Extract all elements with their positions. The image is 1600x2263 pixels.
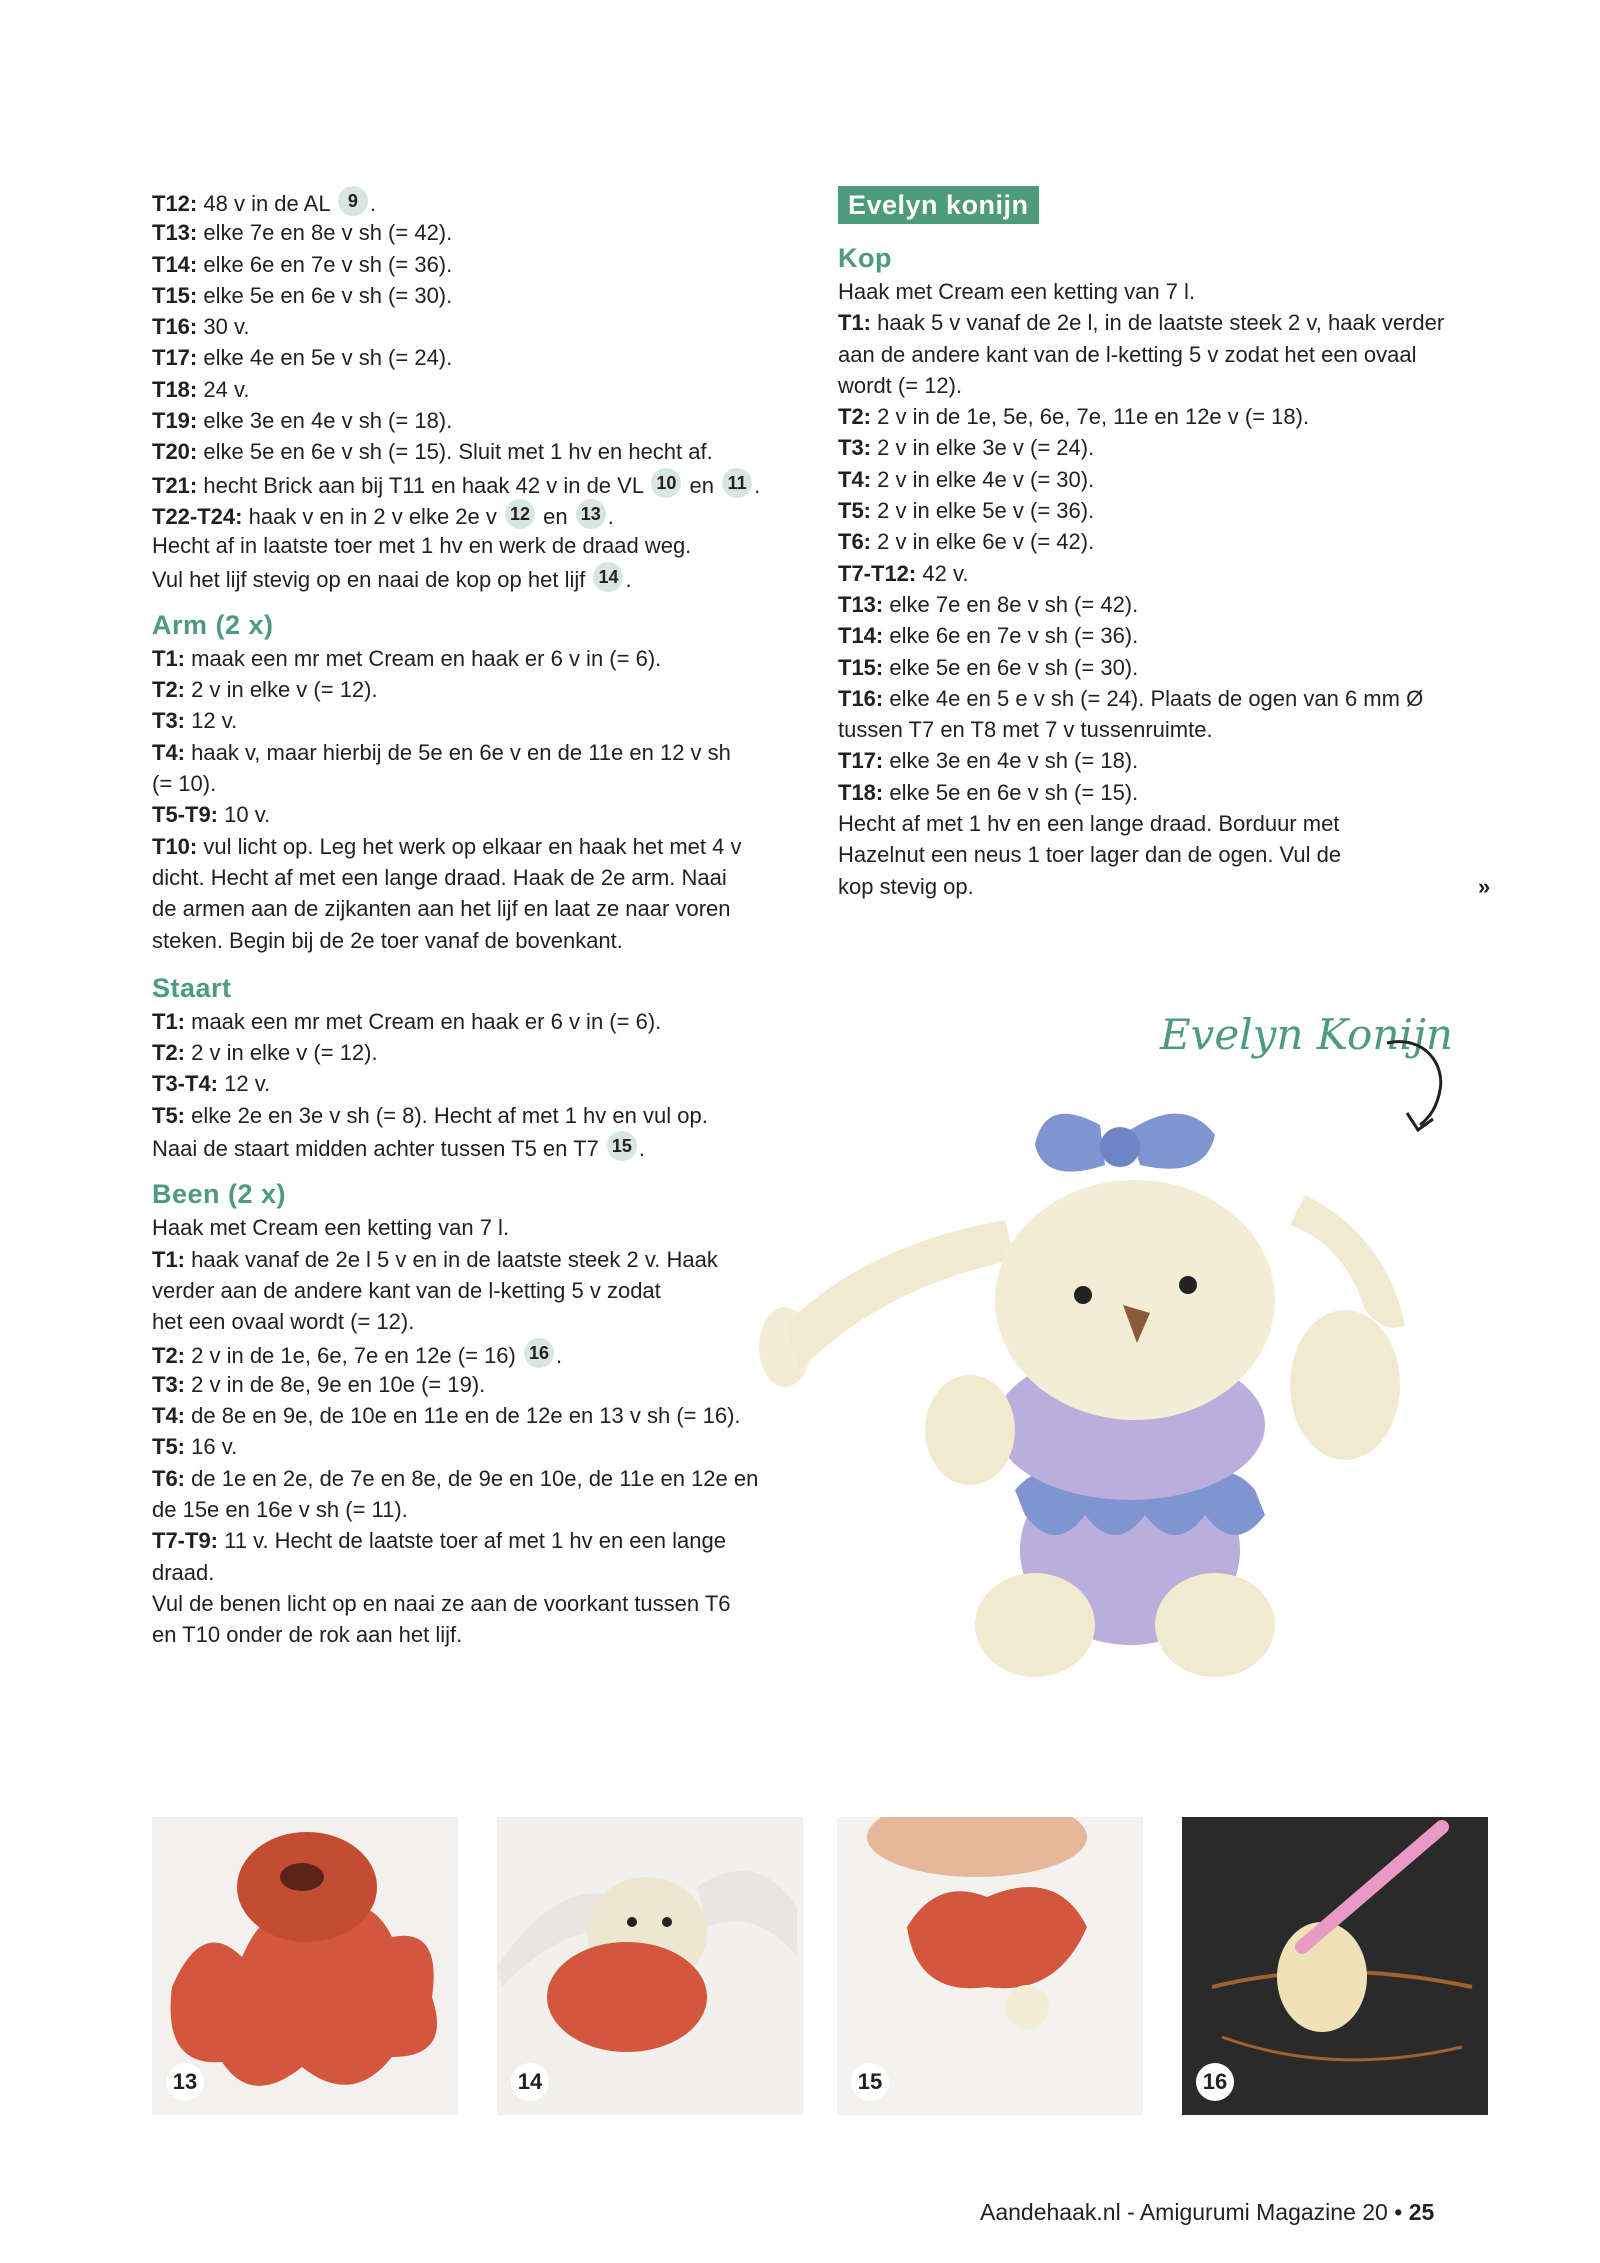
instruction-text: 2 v in elke v (= 12). bbox=[191, 677, 378, 703]
instruction-line bbox=[152, 217, 802, 248]
instruction-text: 2 v in elke v (= 12). bbox=[191, 1040, 378, 1066]
trailing-punctuation: . bbox=[607, 503, 614, 529]
instruction-line bbox=[152, 1400, 802, 1431]
photo-caption: Evelyn Konijn bbox=[1160, 1010, 1453, 1059]
round-label: T6: bbox=[152, 1465, 185, 1491]
instruction-line bbox=[152, 1275, 802, 1306]
instruction-text: Hecht af met 1 hv en een lange draad. Borduur met bbox=[838, 811, 1340, 837]
instruction-text: Hecht af in laatste toer met 1 hv en werk de draad weg. bbox=[152, 533, 692, 559]
round-label: T22-T24: bbox=[152, 503, 243, 529]
step-number-badge: 16 bbox=[1196, 2063, 1234, 2101]
instruction-text: 2 v in elke 5e v (= 36). bbox=[877, 498, 1095, 524]
step-photo-badge: 14 bbox=[593, 562, 623, 592]
round-label: T2: bbox=[152, 677, 185, 703]
instruction-line bbox=[152, 1212, 802, 1243]
instruction-line bbox=[152, 831, 802, 862]
round-label: T1: bbox=[838, 310, 871, 336]
trailing-punctuation: . bbox=[638, 1136, 646, 1162]
instruction-text: verder aan de andere kant van de l-ketting 5 v zodat bbox=[152, 1277, 661, 1303]
instruction-line bbox=[838, 526, 1498, 557]
round-label: T3: bbox=[152, 708, 185, 734]
instruction-text: 10 v. bbox=[224, 802, 271, 828]
instruction-line bbox=[152, 405, 802, 436]
continue-marker: » bbox=[1478, 874, 1491, 899]
instruction-text: steken. Begin bij de 2e toer vanaf de bovenkant. bbox=[152, 927, 623, 953]
instruction-text: 2 v in de 8e, 9e en 10e (= 19). bbox=[191, 1371, 486, 1397]
round-label: T5: bbox=[152, 1102, 185, 1128]
round-label: T18: bbox=[152, 376, 198, 402]
instruction-text: 2 v in elke 4e v (= 30). bbox=[877, 466, 1095, 492]
instruction-text: aan de andere kant van de l-ketting 5 v zodat het een ovaal bbox=[838, 341, 1417, 367]
instruction-line bbox=[152, 1431, 802, 1462]
step-photo-badge: 9 bbox=[338, 186, 368, 216]
connector-text: en bbox=[543, 503, 568, 529]
step-photo-14 bbox=[497, 1817, 803, 2115]
round-label: T19: bbox=[152, 408, 198, 434]
step-photo-badge: 10 bbox=[651, 468, 681, 498]
instruction-line bbox=[152, 799, 802, 830]
instruction-line bbox=[152, 643, 802, 674]
instruction-line bbox=[838, 464, 1498, 495]
instruction-text: elke 5e en 6e v sh (= 30). bbox=[203, 282, 453, 308]
instruction-text: 2 v in elke 6e v (= 42). bbox=[877, 529, 1095, 555]
leg-instructions bbox=[152, 1212, 802, 1650]
instruction-line bbox=[838, 432, 1498, 463]
arm-instructions bbox=[152, 643, 802, 956]
instruction-text: Hazelnut een neus 1 toer lager dan de ogen. Vul de bbox=[838, 842, 1342, 868]
instruction-line bbox=[838, 370, 1498, 401]
section-title-been: Been (2 x) bbox=[152, 1179, 287, 1210]
instruction-text: 2 v in elke 3e v (= 24). bbox=[877, 435, 1095, 461]
instruction-line bbox=[152, 1619, 802, 1650]
round-label: T1: bbox=[152, 1246, 185, 1272]
round-label: T6: bbox=[838, 529, 871, 555]
trailing-punctuation: . bbox=[369, 191, 377, 216]
instruction-text: haak v en in 2 v elke 2e v bbox=[248, 503, 497, 529]
footer-bullet: • bbox=[1394, 2199, 1403, 2225]
instruction-line bbox=[152, 280, 802, 311]
round-label: T21: bbox=[152, 472, 198, 498]
round-label: T5: bbox=[152, 1434, 185, 1460]
instruction-line bbox=[152, 249, 802, 280]
round-label: T5-T9: bbox=[152, 802, 218, 828]
step-number-badge: 14 bbox=[511, 2063, 549, 2101]
instruction-text: elke 5e en 6e v sh (= 15). Sluit met 1 hv en hecht af. bbox=[203, 439, 713, 465]
instruction-text: 12 v. bbox=[224, 1071, 271, 1097]
round-label: T18: bbox=[838, 779, 884, 805]
instruction-line bbox=[152, 862, 802, 893]
round-label: T15: bbox=[838, 654, 884, 680]
instruction-line bbox=[838, 589, 1498, 620]
instruction-text: 2 v in de 1e, 6e, 7e en 12e (= 16) bbox=[191, 1342, 516, 1368]
tail-instructions bbox=[152, 1006, 802, 1162]
instruction-line bbox=[838, 276, 1498, 307]
instruction-text: Haak met Cream een ketting van 7 l. bbox=[152, 1215, 510, 1241]
round-label: T13: bbox=[838, 591, 884, 617]
instruction-line bbox=[152, 1131, 802, 1162]
instruction-line bbox=[152, 674, 802, 705]
instruction-line bbox=[152, 311, 802, 342]
step-photo-badge: 12 bbox=[505, 499, 535, 529]
instruction-line bbox=[152, 1068, 802, 1099]
instruction-text: elke 6e en 7e v sh (= 36). bbox=[203, 251, 453, 277]
instruction-text: haak 5 v vanaf de 2e l, in de laatste steek 2 v, haak verder bbox=[877, 310, 1445, 336]
instruction-text: elke 5e en 6e v sh (= 15). bbox=[889, 779, 1139, 805]
round-label: T4: bbox=[152, 739, 185, 765]
instruction-text: elke 7e en 8e v sh (= 42). bbox=[203, 220, 453, 246]
instruction-line bbox=[152, 705, 802, 736]
round-label: T14: bbox=[152, 251, 198, 277]
bunny-photo bbox=[745, 1085, 1505, 1685]
instruction-text: Vul het lijf stevig op en naai de kop op het lijf bbox=[152, 566, 586, 592]
round-label: T4: bbox=[838, 466, 871, 492]
instruction-text: de 8e en 9e, de 10e en 11e en de 12e en 13 v sh (= 16). bbox=[191, 1403, 741, 1429]
step-photo-badge: 16 bbox=[524, 1338, 554, 1368]
round-label: T7-T9: bbox=[152, 1528, 218, 1554]
instruction-text: dicht. Hecht af met een lange draad. Haak de 2e arm. Naai bbox=[152, 864, 727, 890]
instruction-text: Vul de benen licht op en naai ze aan de voorkant tussen T6 bbox=[152, 1590, 731, 1616]
round-label: T3: bbox=[838, 435, 871, 461]
instruction-line bbox=[152, 1463, 802, 1494]
instruction-line bbox=[838, 339, 1498, 370]
step-photo-13 bbox=[152, 1817, 458, 2115]
instruction-text: 30 v. bbox=[203, 314, 250, 340]
trailing-punctuation: . bbox=[556, 1342, 563, 1368]
round-label: T5: bbox=[838, 498, 871, 524]
instruction-text: 2 v in de 1e, 5e, 6e, 7e, 11e en 12e v (= 18). bbox=[877, 404, 1310, 430]
section-title-staart: Staart bbox=[152, 972, 232, 1003]
instruction-text: elke 4e en 5e v sh (= 24). bbox=[203, 345, 453, 371]
instruction-text: de armen aan de zijkanten aan het lijf en laat ze naar voren bbox=[152, 896, 731, 922]
instruction-line bbox=[152, 1006, 802, 1037]
round-label: T3-T4: bbox=[152, 1071, 218, 1097]
footer-site: Aandehaak.nl - Amigurumi Magazine 20 bbox=[980, 2199, 1388, 2225]
round-label: T17: bbox=[152, 345, 198, 371]
instruction-text: en T10 onder de rok aan het lijf. bbox=[152, 1622, 463, 1648]
instruction-line bbox=[838, 777, 1498, 808]
instruction-line bbox=[152, 768, 802, 799]
step-photo-badge: 11 bbox=[722, 468, 752, 498]
instruction-text: de 1e en 2e, de 7e en 8e, de 9e en 10e, de 11e en 12e en bbox=[191, 1465, 759, 1491]
instruction-line bbox=[152, 737, 802, 768]
instruction-line bbox=[152, 1306, 802, 1337]
instruction-text: maak een mr met Cream en haak er 6 v in (= 6). bbox=[191, 645, 662, 671]
step-photo-badge: 15 bbox=[607, 1131, 637, 1161]
instruction-text: haak vanaf de 2e l 5 v en in de laatste steek 2 v. Haak bbox=[191, 1246, 718, 1272]
round-label: T13: bbox=[152, 220, 198, 246]
round-label: T16: bbox=[152, 314, 198, 340]
instruction-text: vul licht op. Leg het werk op elkaar en haak het met 4 v bbox=[203, 833, 742, 859]
instruction-line bbox=[152, 1244, 802, 1275]
instruction-line bbox=[838, 808, 1498, 839]
instruction-text: 24 v. bbox=[203, 376, 250, 402]
instruction-line bbox=[838, 620, 1498, 651]
round-label: T1: bbox=[152, 1008, 185, 1034]
instruction-line bbox=[838, 652, 1498, 683]
instruction-text: Naai de staart midden achter tussen T5 en T7 bbox=[152, 1136, 599, 1162]
round-label: T7-T12: bbox=[838, 560, 917, 586]
instruction-line bbox=[152, 1338, 802, 1369]
section-title-kop: Kop bbox=[838, 243, 892, 273]
round-label: T12: bbox=[152, 191, 198, 216]
instruction-text: elke 5e en 6e v sh (= 30). bbox=[889, 654, 1139, 680]
instruction-line bbox=[152, 342, 802, 373]
instruction-line bbox=[152, 186, 802, 217]
instruction-text: 48 v in de AL bbox=[203, 191, 330, 216]
instruction-line bbox=[152, 925, 802, 956]
instruction-text: elke 3e en 4e v sh (= 18). bbox=[889, 748, 1139, 774]
step-photo-badge: 13 bbox=[576, 499, 606, 529]
round-label: T10: bbox=[152, 833, 198, 859]
instruction-text: hecht Brick aan bij T11 en haak 42 v in de VL bbox=[203, 472, 644, 498]
round-label: T17: bbox=[838, 748, 884, 774]
instruction-line bbox=[838, 683, 1498, 714]
instruction-line bbox=[838, 307, 1498, 338]
pattern-title-banner: Evelyn konijn bbox=[838, 186, 1039, 224]
instruction-line bbox=[152, 374, 802, 405]
left-column bbox=[152, 186, 802, 1650]
instruction-text: elke 4e en 5 e v sh (= 24). Plaats de ogen van 6 mm Ø bbox=[889, 685, 1424, 711]
instruction-line bbox=[152, 1525, 802, 1556]
instruction-line bbox=[838, 871, 1498, 902]
instruction-text: draad. bbox=[152, 1559, 215, 1585]
instruction-text: wordt (= 12). bbox=[838, 372, 963, 398]
instruction-line bbox=[152, 1494, 802, 1525]
instruction-text: 42 v. bbox=[922, 560, 969, 586]
instruction-text: elke 3e en 4e v sh (= 18). bbox=[203, 408, 453, 434]
instruction-text: de 15e en 16e v sh (= 11). bbox=[152, 1496, 408, 1522]
section-title-arm: Arm (2 x) bbox=[152, 609, 274, 640]
round-label: T3: bbox=[152, 1371, 185, 1397]
instruction-text: kop stevig op. bbox=[838, 873, 974, 899]
instruction-line bbox=[838, 839, 1498, 870]
instruction-line bbox=[838, 401, 1498, 432]
instruction-text: tussen T7 en T8 met 7 v tussenruimte. bbox=[838, 717, 1213, 743]
round-label: T2: bbox=[152, 1342, 185, 1368]
instruction-text: elke 6e en 7e v sh (= 36). bbox=[889, 623, 1139, 649]
round-label: T1: bbox=[152, 645, 185, 671]
instruction-text: 12 v. bbox=[191, 708, 238, 734]
instruction-line bbox=[152, 499, 802, 530]
round-label: T14: bbox=[838, 623, 884, 649]
step-photo-16 bbox=[1182, 1817, 1488, 2115]
instruction-line bbox=[152, 1037, 802, 1068]
step-number-badge: 15 bbox=[851, 2063, 889, 2101]
instruction-text: 16 v. bbox=[191, 1434, 238, 1460]
page-number: 25 bbox=[1408, 2199, 1435, 2225]
instruction-text: elke 7e en 8e v sh (= 42). bbox=[889, 591, 1139, 617]
instruction-line bbox=[838, 495, 1498, 526]
round-label: T16: bbox=[838, 685, 884, 711]
instruction-text: elke 2e en 3e v sh (= 8). Hecht af met 1 hv en vul op. bbox=[191, 1102, 708, 1128]
right-column bbox=[838, 186, 1498, 902]
instruction-text: 11 v. Hecht de laatste toer af met 1 hv en een lange bbox=[224, 1528, 726, 1554]
instruction-line bbox=[152, 1588, 802, 1619]
body-instructions bbox=[152, 186, 802, 593]
instruction-line bbox=[152, 1100, 802, 1131]
step-photo-15 bbox=[837, 1817, 1143, 2115]
instruction-text: haak v, maar hierbij de 5e en 6e v en de 11e en 12 v sh bbox=[191, 739, 731, 765]
instruction-line bbox=[152, 530, 802, 561]
instruction-line bbox=[152, 562, 802, 593]
instruction-line bbox=[838, 745, 1498, 776]
head-instructions bbox=[838, 276, 1498, 902]
step-number-badge: 13 bbox=[166, 2063, 204, 2101]
instruction-line bbox=[152, 468, 802, 499]
connector-text: en bbox=[689, 472, 714, 498]
instruction-line bbox=[838, 558, 1498, 589]
instruction-text: (= 10). bbox=[152, 771, 217, 797]
instruction-line bbox=[838, 714, 1498, 745]
instruction-text: Haak met Cream een ketting van 7 l. bbox=[838, 279, 1196, 304]
round-label: T15: bbox=[152, 282, 198, 308]
instruction-line bbox=[152, 436, 802, 467]
page-footer bbox=[980, 2199, 1434, 2226]
round-label: T20: bbox=[152, 439, 198, 465]
instruction-text: maak een mr met Cream en haak er 6 v in (= 6). bbox=[191, 1008, 662, 1034]
round-label: T4: bbox=[152, 1403, 185, 1429]
trailing-punctuation: . bbox=[625, 566, 632, 592]
instruction-line bbox=[152, 1557, 802, 1588]
round-label: T2: bbox=[152, 1040, 185, 1066]
round-label: T2: bbox=[838, 404, 871, 430]
instruction-line bbox=[152, 893, 802, 924]
instruction-line bbox=[152, 1369, 802, 1400]
trailing-punctuation: . bbox=[754, 472, 761, 498]
instruction-text: het een ovaal wordt (= 12). bbox=[152, 1309, 415, 1335]
